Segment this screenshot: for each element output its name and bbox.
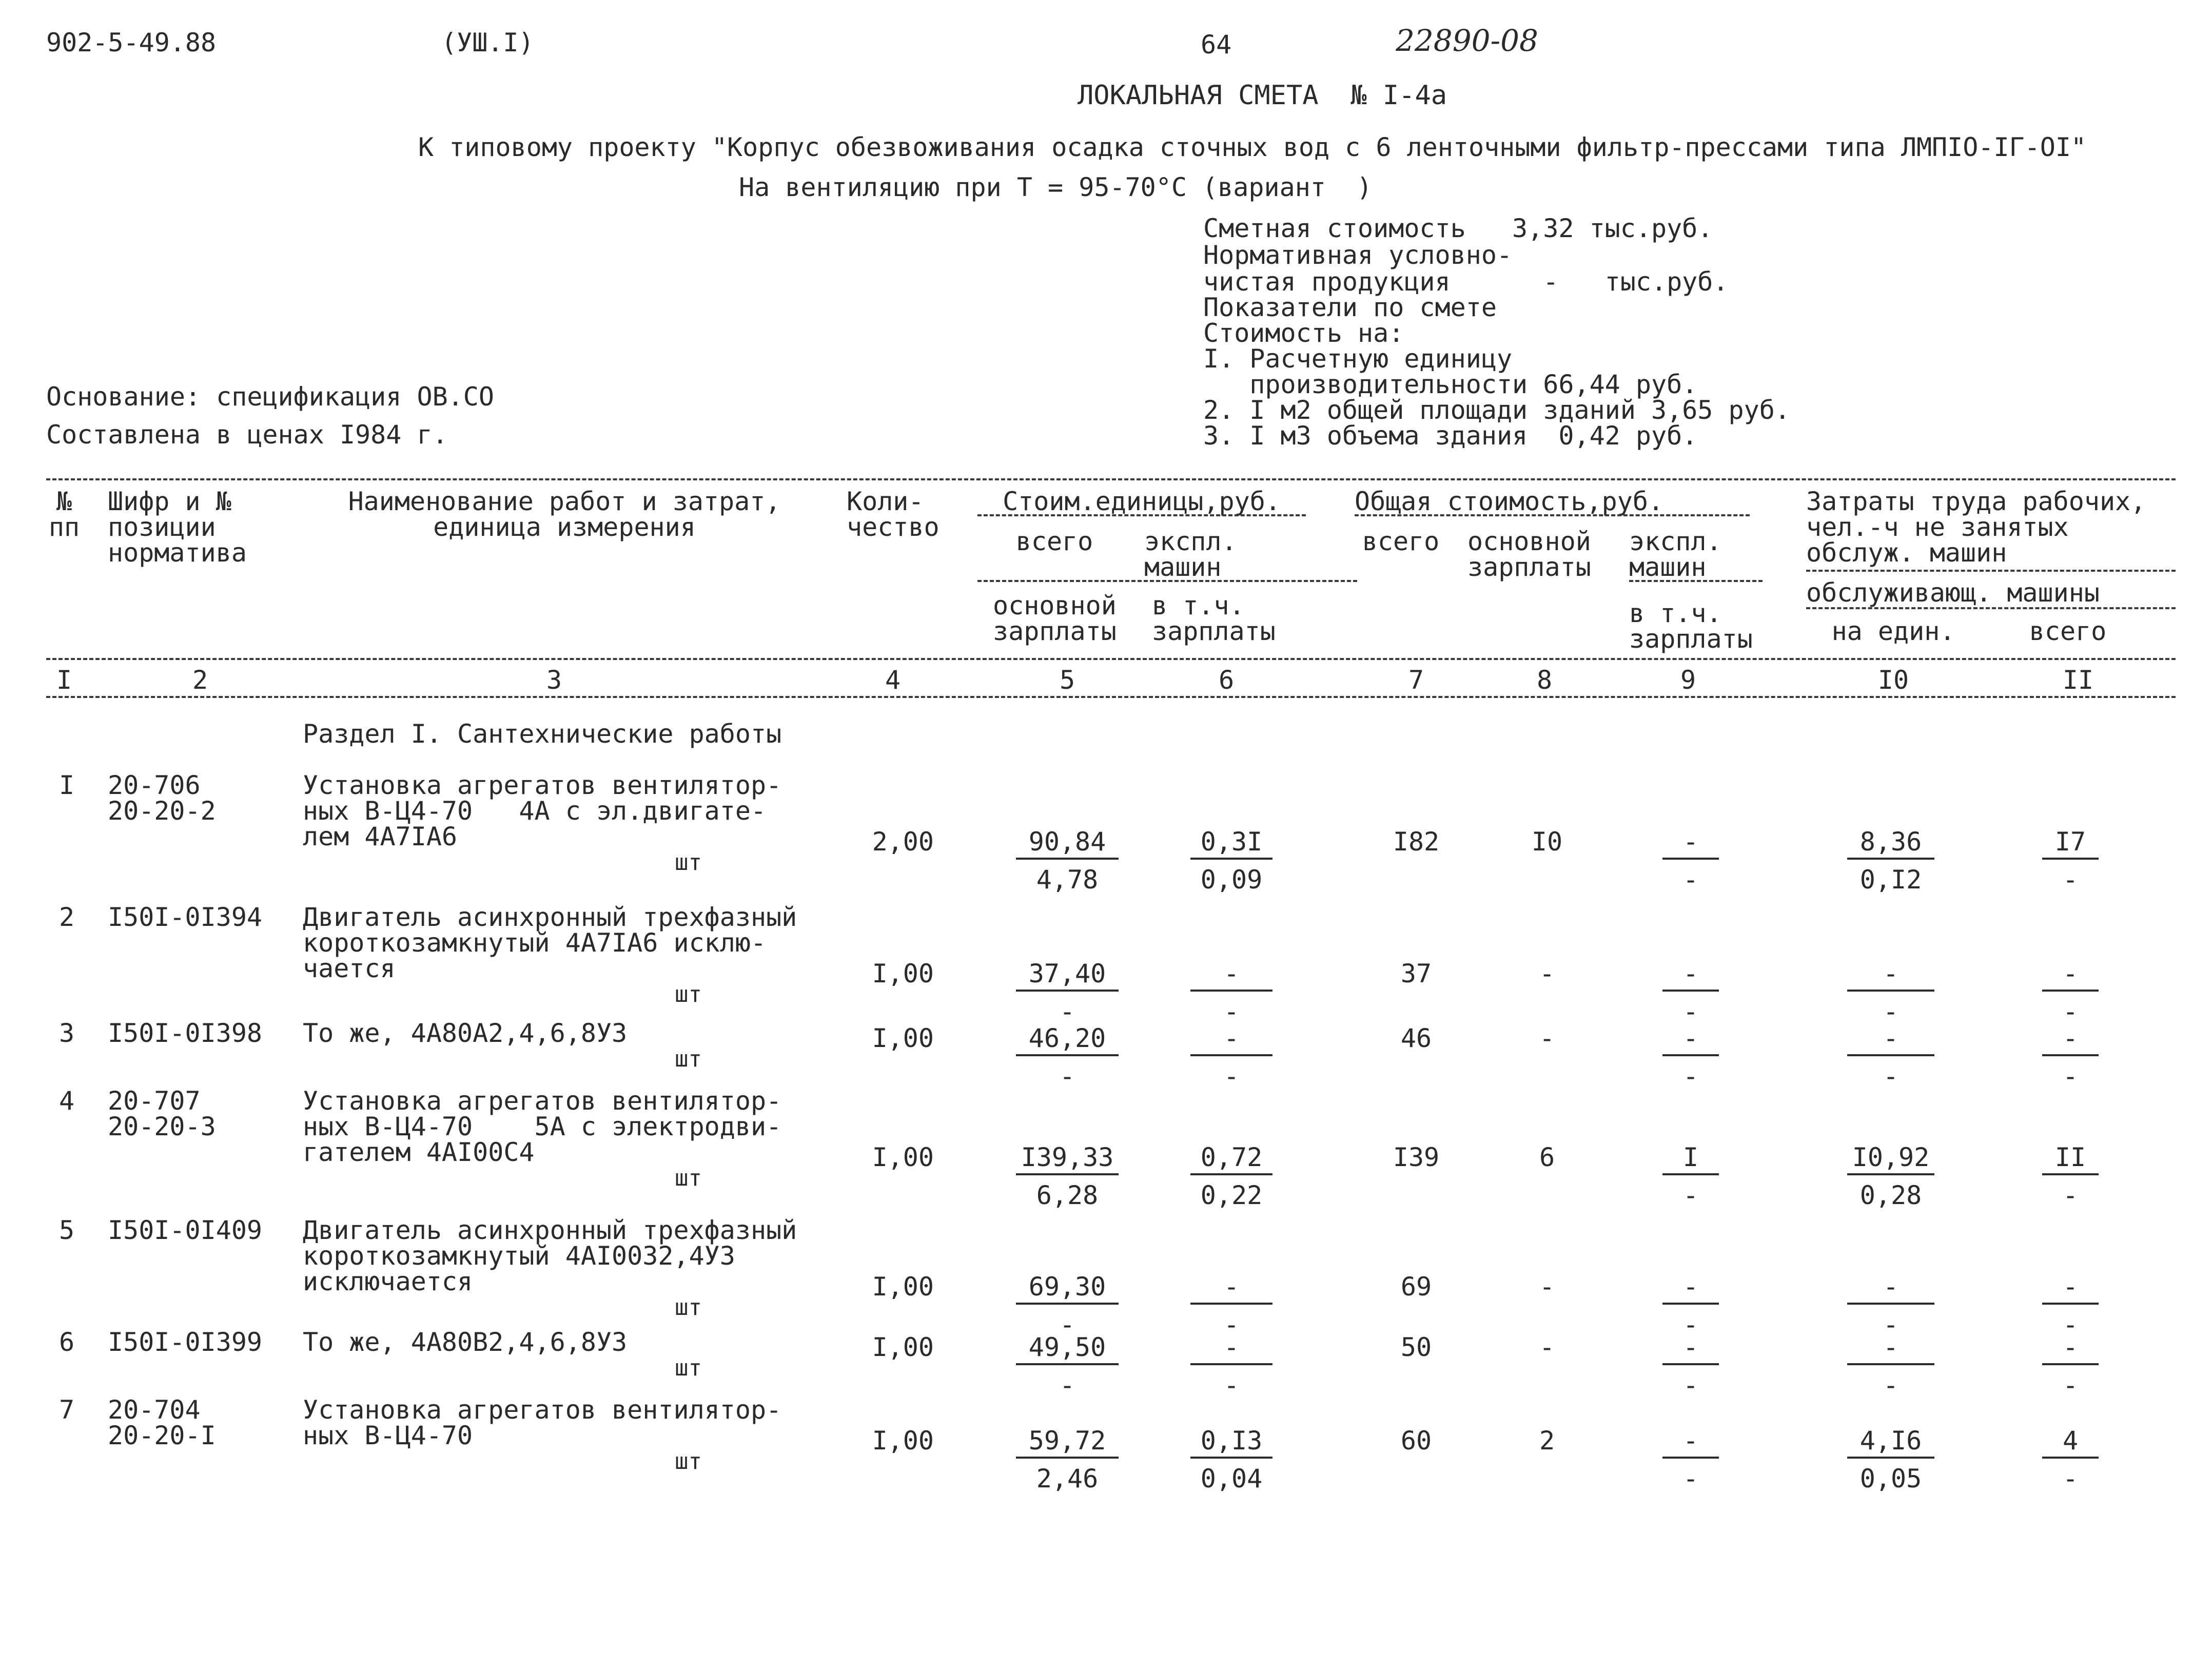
fraction-cell: [2042, 1274, 2099, 1338]
document-code: 902-5-49.88: [46, 28, 217, 57]
fraction-cell: [1847, 1334, 1934, 1398]
fraction-cell: [1662, 1025, 1719, 1089]
row-name: Двигатель асинхронный трехфазный: [303, 902, 797, 932]
col-number: II: [2062, 665, 2094, 695]
row-total-all: 50: [1400, 1332, 1432, 1362]
row-total-all: 46: [1400, 1023, 1432, 1053]
row-unit: шт: [675, 1046, 702, 1072]
fraction-cell: [1190, 1274, 1273, 1338]
fraction-cell: [1847, 1274, 1934, 1338]
fraction-bottom: -: [2062, 997, 2079, 1026]
summary-line: 2. I м2 общей площади зданий 3,65 руб.: [1203, 395, 1790, 425]
col-number: I: [56, 665, 72, 695]
fraction-top: I39,33: [1016, 1145, 1119, 1175]
fraction-top: 8,36: [1847, 829, 1934, 860]
fraction-cell: [1016, 1426, 1119, 1494]
fraction-bottom: -: [1059, 997, 1075, 1026]
fraction-cell: [1190, 829, 1273, 893]
fraction-bottom: 2,46: [1036, 1464, 1099, 1494]
row-name: Установка агрегатов вентилятор-: [303, 1086, 782, 1116]
col-number: 9: [1680, 665, 1696, 695]
table-top-border: [46, 478, 2176, 480]
fraction-top: -: [1190, 1274, 1273, 1305]
fraction-top: I0,92: [1847, 1145, 1934, 1175]
summary-line: производительности 66,44 руб.: [1203, 370, 1698, 399]
summary-line: Сметная стоимость 3,32 тыс.руб.: [1203, 214, 1713, 243]
fraction-top: -: [1662, 1025, 1719, 1056]
fraction-top: -: [1662, 829, 1719, 860]
fraction-cell: [1662, 1426, 1719, 1494]
row-name: гателем 4АI00С4: [303, 1137, 535, 1167]
row-code: 20-20-3: [108, 1112, 216, 1141]
fraction-cell: [1016, 1025, 1119, 1089]
fraction-top: 4: [2042, 1428, 2099, 1459]
fraction-top: -: [1190, 1334, 1273, 1365]
row-code: I50I-0I394: [108, 902, 263, 932]
col-header-unit-wage: основной зарплаты: [993, 591, 1117, 646]
row-unit: шт: [675, 1355, 702, 1381]
fraction-top: I7: [2042, 829, 2099, 860]
col-group-labor: Затраты труда рабочих, чел.-ч не занятых обслуж. машин: [1806, 487, 2146, 568]
col-header-qty: Коли- чество: [847, 487, 939, 542]
row-total-all: 69: [1400, 1272, 1432, 1302]
fraction-cell: [1847, 1142, 1934, 1210]
fraction-bottom: -: [1883, 1061, 1899, 1091]
fraction-top: -: [1847, 961, 1934, 992]
estimate-title: ЛОКАЛЬНАЯ СМЕТА № I-4а: [1078, 80, 1447, 111]
header-bottom-border: [46, 696, 2176, 698]
row-total-wage: 6: [1539, 1142, 1555, 1172]
row-name: исключается: [303, 1267, 473, 1296]
row-qty: I,00: [872, 1272, 934, 1302]
row-name: Установка агрегатов вентилятор-: [303, 770, 782, 800]
row-code: 20-20-2: [108, 796, 216, 826]
header-separator: [46, 658, 2176, 660]
col-group-unit-cost: Стоим.единицы,руб.: [1003, 487, 1281, 516]
fraction-bottom: -: [1682, 1370, 1699, 1400]
fraction-bottom: -: [1682, 997, 1699, 1026]
row-name: ных В-Ц4-70 4А с эл.двигате-: [303, 796, 767, 826]
row-number: 3: [59, 1018, 75, 1048]
fraction-bottom: -: [1059, 1370, 1075, 1400]
fraction-bottom: -: [1223, 1370, 1240, 1400]
fraction-top: 4,I6: [1847, 1428, 1934, 1459]
fraction-top: 0,72: [1190, 1145, 1273, 1175]
fraction-cell: [1016, 1142, 1119, 1210]
col-group-total: Общая стоимость,руб.: [1355, 487, 1664, 516]
fraction-top: -: [1662, 1334, 1719, 1365]
col-number: 7: [1408, 665, 1424, 695]
fraction-bottom: -: [2062, 1370, 2079, 1400]
col-header-total-machines: экспл. машин: [1629, 527, 1722, 582]
fraction-cell: [1847, 961, 1934, 1024]
row-name: ных В-Ц4-70 5А с электродви-: [303, 1112, 782, 1141]
fraction-top: 59,72: [1016, 1428, 1119, 1459]
fraction-cell: [1016, 961, 1119, 1024]
fraction-cell: [2042, 961, 2099, 1024]
prices-year-text: Составлена в ценах I984 г.: [46, 420, 448, 450]
page-number: 64: [1201, 30, 1232, 60]
fraction-cell: [1190, 1426, 1273, 1494]
col-number: 6: [1218, 665, 1235, 695]
col-number: I0: [1877, 665, 1909, 695]
fraction-top: -: [1847, 1334, 1934, 1365]
section-title: Раздел I. Сантехнические работы: [303, 719, 782, 749]
fraction-cell: [2042, 1025, 2099, 1089]
col-header-total-wage: основной зарплаты: [1467, 527, 1591, 582]
fraction-top: -: [1662, 961, 1719, 992]
col-header-unit-total: всего: [1015, 527, 1093, 556]
fraction-cell: [1190, 1334, 1273, 1398]
row-total-all: 60: [1400, 1426, 1432, 1456]
fraction-top: -: [1662, 1274, 1719, 1305]
fraction-bottom: 4,78: [1036, 865, 1099, 895]
fraction-cell: [2042, 1426, 2099, 1494]
fraction-bottom: -: [1682, 1310, 1699, 1340]
fraction-bottom: -: [1883, 1310, 1899, 1340]
ventilation-subtitle: На вентиляцию при Т = 95-70°С (вариант ): [739, 172, 1373, 202]
col-header-unit-machines: экспл. машин: [1144, 527, 1237, 582]
group-underline: [977, 514, 1306, 516]
fraction-cell: [1662, 1142, 1719, 1210]
row-name: короткозамкнутый 4АI0032,4УЗ: [303, 1241, 735, 1271]
col-header-total-mach-wage: в т.ч. зарплаты: [1629, 598, 1753, 654]
col-header-code: Шифр и № позиции норматива: [108, 487, 247, 568]
sub-underline: [1806, 570, 2176, 572]
sub-underline: [1629, 580, 1763, 582]
row-total-wage: -: [1539, 1272, 1555, 1302]
row-name: То же, 4А80В2,4,6,8УЗ: [303, 1327, 628, 1357]
row-total-all: I82: [1393, 827, 1440, 857]
fraction-cell: [1016, 1334, 1119, 1398]
fraction-bottom: -: [2062, 1180, 2079, 1210]
basis-text: Основание: спецификация ОВ.СО: [46, 382, 494, 412]
row-unit: шт: [675, 1294, 702, 1321]
fraction-bottom: -: [2062, 1310, 2079, 1340]
fraction-top: -: [1662, 1428, 1719, 1459]
fraction-cell: [1847, 1426, 1934, 1494]
row-number: 4: [59, 1086, 75, 1116]
row-name: короткозамкнутый 4А7IА6 исклю-: [303, 928, 767, 958]
fraction-cell: [1016, 1274, 1119, 1338]
fraction-cell: [1016, 829, 1119, 893]
summary-line: 3. I м3 объема здания 0,42 руб.: [1203, 421, 1698, 451]
row-number: 5: [59, 1215, 75, 1245]
summary-line: чистая продукция - тыс.руб.: [1203, 267, 1729, 297]
fraction-top: -: [1190, 1025, 1273, 1056]
col-header-name: Наименование работ и затрат, единица измерения: [348, 487, 781, 542]
fraction-bottom: -: [1682, 1061, 1699, 1091]
row-unit: шт: [675, 981, 702, 1007]
fraction-top: -: [1190, 961, 1273, 992]
sub-underline: [1806, 607, 2176, 609]
fraction-top: -: [1847, 1025, 1934, 1056]
fraction-top: 0,I3: [1190, 1428, 1273, 1459]
summary-line: Показатели по смете: [1203, 293, 1497, 322]
row-name: То же, 4А80А2,4,6,8УЗ: [303, 1018, 628, 1048]
fraction-cell: [1847, 829, 1934, 893]
fraction-bottom: -: [2062, 1061, 2079, 1091]
row-name: Установка агрегатов вентилятор-: [303, 1395, 782, 1425]
row-name: Двигатель асинхронный трехфазный: [303, 1215, 797, 1245]
col-number: 8: [1536, 665, 1553, 695]
project-subtitle: К типовому проекту "Корпус обезвоживания осадка сточных вод с 6 ленточными фильтр-прессами типа ЛМПIО-IГ-OI": [418, 132, 2087, 162]
fraction-bottom: -: [1223, 1310, 1240, 1340]
col-header-total-all: всего: [1362, 527, 1440, 556]
col-header-labor-unit: на един.: [1831, 616, 1955, 646]
fraction-bottom: -: [1682, 865, 1699, 895]
row-name: ных В-Ц4-70: [303, 1421, 473, 1450]
row-code: I50I-0I399: [108, 1327, 263, 1357]
row-total-wage: I0: [1531, 827, 1563, 857]
fraction-top: 46,20: [1016, 1025, 1119, 1056]
col-number: 2: [192, 665, 208, 695]
sub-underline: [977, 580, 1357, 582]
row-name: лем 4А7IА6: [303, 822, 458, 851]
fraction-cell: [1190, 1025, 1273, 1089]
handwritten-code: 22890-08: [1396, 23, 1538, 58]
fraction-cell: [1662, 961, 1719, 1024]
fraction-top: -: [2042, 1025, 2099, 1056]
row-total-wage: 2: [1539, 1426, 1555, 1456]
fraction-cell: [1662, 1274, 1719, 1338]
row-unit: шт: [675, 1448, 702, 1475]
row-code: 20-704: [108, 1395, 201, 1425]
col-header-num: № пп: [48, 487, 80, 542]
row-code: 20-707: [108, 1086, 201, 1116]
fraction-bottom: -: [2062, 1464, 2079, 1494]
row-code: 20-706: [108, 770, 201, 800]
fraction-bottom: -: [1682, 1464, 1699, 1494]
row-total-wage: -: [1539, 959, 1555, 988]
fraction-top: 49,50: [1016, 1334, 1119, 1365]
summary-line: Нормативная условно-: [1203, 240, 1513, 270]
row-qty: I,00: [872, 1332, 934, 1362]
row-qty: I,00: [872, 1023, 934, 1053]
fraction-bottom: -: [1883, 997, 1899, 1026]
fraction-bottom: -: [1059, 1061, 1075, 1091]
fraction-bottom: 0,09: [1200, 865, 1263, 895]
fraction-cell: [1190, 961, 1273, 1024]
row-total-all: 37: [1400, 959, 1432, 988]
summary-line: Стоимость на:: [1203, 318, 1404, 348]
fraction-cell: [1662, 1334, 1719, 1398]
col-header-labor-total: всего: [2029, 616, 2107, 646]
fraction-bottom: 0,05: [1859, 1464, 1922, 1494]
fraction-top: II: [2042, 1145, 2099, 1175]
fraction-cell: [1190, 1142, 1273, 1210]
fraction-bottom: -: [1223, 997, 1240, 1026]
row-number: 2: [59, 902, 75, 932]
fraction-top: 37,40: [1016, 961, 1119, 992]
fraction-top: I: [1662, 1145, 1719, 1175]
row-qty: I,00: [872, 1426, 934, 1456]
row-qty: I,00: [872, 1142, 934, 1172]
fraction-top: 90,84: [1016, 829, 1119, 860]
fraction-bottom: 6,28: [1036, 1180, 1099, 1210]
row-number: 6: [59, 1327, 75, 1357]
row-name: чается: [303, 954, 396, 983]
fraction-top: -: [2042, 1274, 2099, 1305]
fraction-bottom: -: [1223, 1061, 1240, 1091]
row-code: I50I-0I398: [108, 1018, 263, 1048]
col-number: 4: [885, 665, 901, 695]
fraction-cell: [2042, 1142, 2099, 1210]
row-number: 7: [59, 1395, 75, 1425]
row-qty: 2,00: [872, 827, 934, 857]
row-unit: шт: [675, 849, 702, 876]
row-code: I50I-0I409: [108, 1215, 263, 1245]
fraction-top: 0,3I: [1190, 829, 1273, 860]
col-number: 5: [1059, 665, 1075, 695]
row-total-wage: -: [1539, 1332, 1555, 1362]
fraction-top: -: [2042, 961, 2099, 992]
fraction-cell: [1662, 829, 1719, 893]
fraction-top: -: [1847, 1274, 1934, 1305]
fraction-bottom: -: [1059, 1310, 1075, 1340]
fraction-bottom: -: [1682, 1180, 1699, 1210]
row-number: I: [59, 770, 75, 800]
volume-label: (УШ.I): [441, 28, 534, 57]
fraction-cell: [2042, 1334, 2099, 1398]
col-header-labor-sub: обслуживающ. машины: [1806, 578, 2100, 608]
fraction-bottom: -: [1883, 1370, 1899, 1400]
fraction-bottom: -: [2062, 865, 2079, 895]
fraction-bottom: 0,I2: [1859, 865, 1922, 895]
row-unit: шт: [675, 1165, 702, 1191]
group-underline: [1355, 514, 1750, 516]
col-header-unit-mach-wage: в т.ч. зарплаты: [1152, 591, 1276, 646]
fraction-bottom: 0,04: [1200, 1464, 1263, 1494]
col-number: 3: [546, 665, 562, 695]
row-qty: I,00: [872, 959, 934, 988]
fraction-cell: [2042, 829, 2099, 893]
row-code: 20-20-I: [108, 1421, 216, 1450]
summary-line: I. Расчетную единицу: [1203, 344, 1513, 374]
fraction-cell: [1847, 1025, 1934, 1089]
fraction-bottom: 0,22: [1200, 1180, 1263, 1210]
row-total-wage: -: [1539, 1023, 1555, 1053]
fraction-top: 69,30: [1016, 1274, 1119, 1305]
fraction-bottom: 0,28: [1859, 1180, 1922, 1210]
fraction-top: -: [2042, 1334, 2099, 1365]
row-total-all: I39: [1393, 1142, 1440, 1172]
